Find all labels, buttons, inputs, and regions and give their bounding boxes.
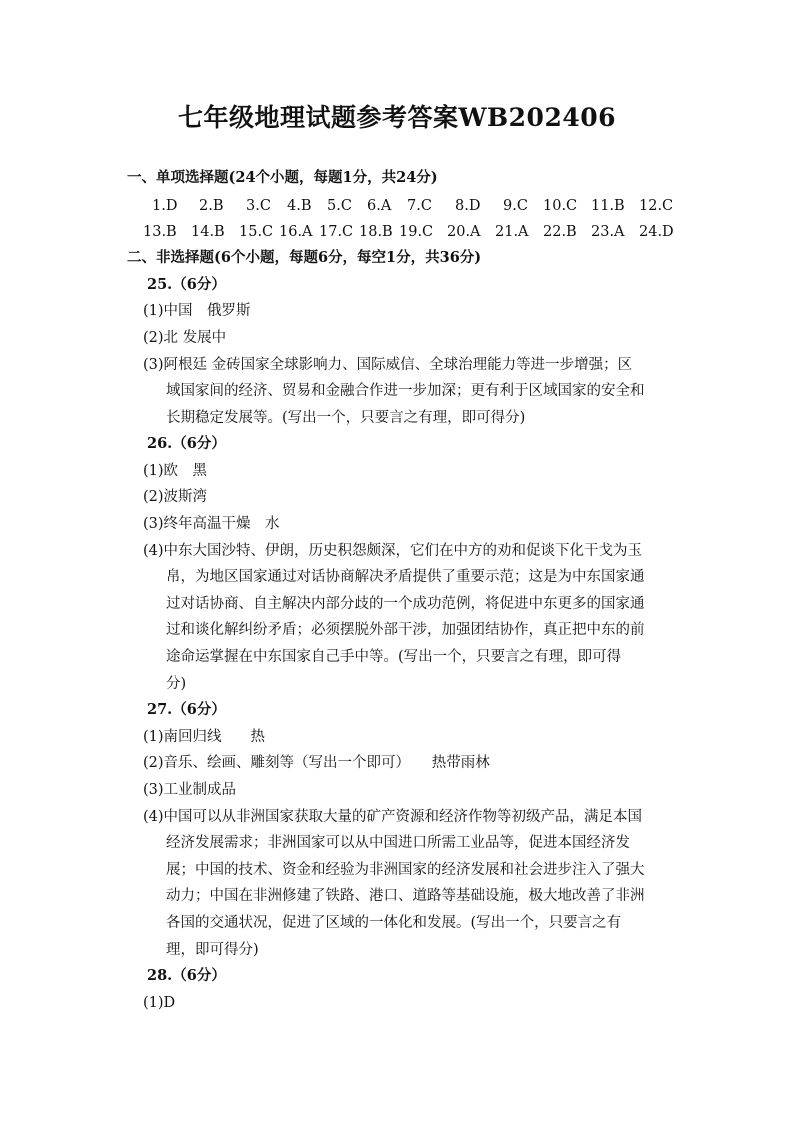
q26-answer-2: (2)波斯湾 xyxy=(143,489,208,505)
q25-answer-2: (2)北 发展中 xyxy=(143,330,227,346)
q25-answer-3: (3)阿根廷 金砖国家全球影响力、国际威信、全球治理能力等进一步增强；区 xyxy=(143,357,633,373)
answer-item: 17.C xyxy=(319,224,354,240)
q27-answer-4-cont: 经济发展需求；非洲国家可以从中国进口所需工业品等，促进本国经济发 xyxy=(166,835,630,851)
page-title: 七年级地理试题参考答案WB202406 xyxy=(177,103,617,132)
answer-item: 1.D xyxy=(152,198,178,214)
q26-answer-4-cont: 分) xyxy=(166,676,187,692)
answer-item: 5.C xyxy=(327,198,352,214)
q26-answer-4-cont: 帛，为地区国家通过对话协商解决矛盾提供了重要示范；这是为中东国家通 xyxy=(166,569,645,585)
q25-answer-1: (1)中国 俄罗斯 xyxy=(143,303,251,319)
answer-item: 11.B xyxy=(591,198,625,214)
q27-answer-4-cont: 各国的交通状况，促进了区域的一体化和发展。(写出一个，只要言之有 xyxy=(166,915,622,931)
answer-item: 15.C xyxy=(239,224,274,240)
q27-answer-2: (2)音乐、绘画、雕刻等（写出一个即可） 热带雨林 xyxy=(143,755,490,771)
question-28-label: 28.（6分） xyxy=(147,967,226,984)
answer-item: 9.C xyxy=(503,198,528,214)
q27-answer-4-cont: 理，即可得分) xyxy=(166,942,259,958)
answer-item: 14.B xyxy=(191,224,225,240)
q27-answer-3: (3)工业制成品 xyxy=(143,782,237,798)
q27-answer-4: (4)中国可以从非洲国家获取大量的矿产资源和经济作物等初级产品，满足本国 xyxy=(143,809,643,825)
answers-row-2 xyxy=(0,222,794,242)
answer-item: 12.C xyxy=(639,198,674,214)
q27-answer-4-cont: 动力；中国在非洲修建了铁路、港口、道路等基础设施，极大地改善了非洲 xyxy=(166,888,645,904)
q26-answer-4-cont: 过对话协商、自主解决内部分歧的一个成功范例，将促进中东更多的国家通 xyxy=(166,596,645,612)
answer-item: 19.C xyxy=(399,224,434,240)
answer-item: 4.B xyxy=(287,198,312,214)
answer-item: 10.C xyxy=(543,198,578,214)
q26-answer-3: (3)终年高温干燥 水 xyxy=(143,516,280,532)
answer-item: 16.A xyxy=(279,224,313,240)
q26-answer-1: (1)欧 黑 xyxy=(143,463,208,479)
question-27-label: 27.（6分） xyxy=(147,701,226,718)
answer-item: 20.A xyxy=(447,224,481,240)
question-26-label: 26.（6分） xyxy=(147,435,226,452)
answers-row-1 xyxy=(0,196,794,216)
q25-answer-3-cont: 域国家间的经济、贸易和金融合作进一步加深；更有利于区域国家的安全和 xyxy=(166,383,645,399)
answer-item: 6.A xyxy=(367,198,392,214)
section-1-heading: 一、单项选择题(24个小题，每题1分，共24分) xyxy=(127,169,438,186)
q25-answer-3-cont: 长期稳定发展等。(写出一个，只要言之有理，即可得分) xyxy=(166,410,526,426)
answer-item: 8.D xyxy=(455,198,481,214)
question-25-label: 25.（6分） xyxy=(147,276,226,293)
q26-answer-4-cont: 过和谈化解纠纷矛盾；必须摆脱外部干涉，加强团结协作，真正把中东的前 xyxy=(166,622,645,638)
answer-item: 22.B xyxy=(543,224,577,240)
answer-item: 2.B xyxy=(199,198,224,214)
q26-answer-4-cont: 途命运掌握在中东国家自己手中等。(写出一个，只要言之有理，即可得 xyxy=(166,649,622,665)
answer-item: 23.A xyxy=(591,224,625,240)
q28-answer-1: (1)D xyxy=(143,995,176,1011)
answer-item: 21.A xyxy=(495,224,529,240)
answer-item: 3.C xyxy=(246,198,271,214)
section-2-heading: 二、非选择题(6个小题，每题6分，每空1分，共36分) xyxy=(127,249,482,266)
answer-item: 13.B xyxy=(143,224,177,240)
answer-item: 24.D xyxy=(639,224,674,240)
q27-answer-1: (1)南回归线 热 xyxy=(143,729,266,745)
q26-answer-4: (4)中东大国沙特、伊朗，历史积怨颇深，它们在中方的劝和促谈下化干戈为玉 xyxy=(143,543,643,559)
q27-answer-4-cont: 展；中国的技术、资金和经验为非洲国家的经济发展和社会进步注入了强大 xyxy=(166,862,645,878)
answer-item: 18.B xyxy=(359,224,393,240)
answer-item: 7.C xyxy=(407,198,432,214)
